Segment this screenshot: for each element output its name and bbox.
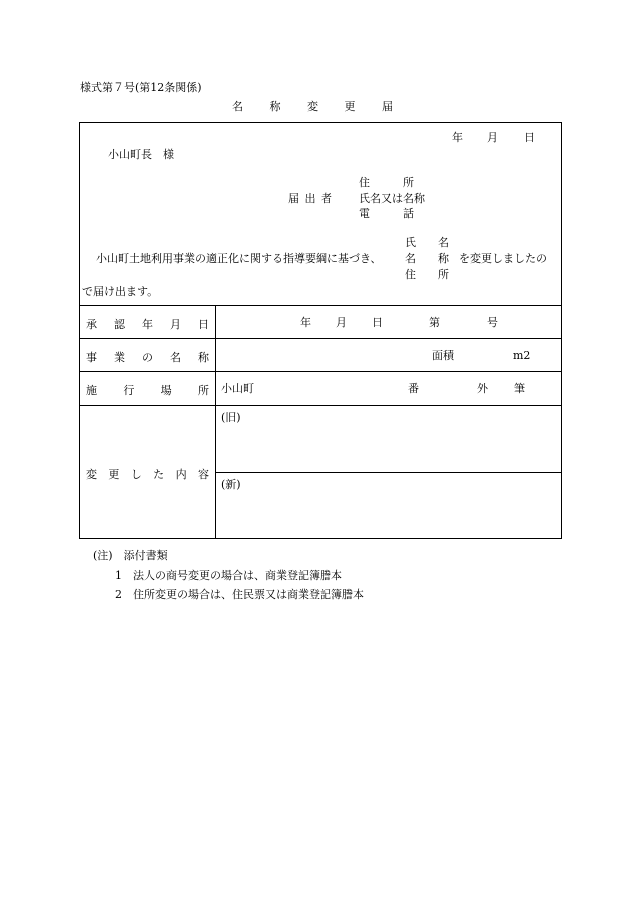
title-char: 更	[344, 100, 356, 113]
approval-day: 日	[372, 316, 383, 329]
title-char: 届	[382, 100, 393, 113]
table-divider	[215, 472, 562, 473]
phone-label: 電 話	[359, 207, 414, 220]
table-divider	[79, 305, 562, 306]
note-item: 2 住所変更の場合は、住民票又は商業登記簿謄本	[115, 588, 364, 601]
option-address: 住 所	[405, 268, 449, 281]
addressee: 小山町長 様	[108, 148, 174, 161]
date-year: 年	[452, 131, 463, 144]
notes-heading: (注) 添付書類	[93, 549, 168, 562]
option-name: 氏 名	[405, 236, 449, 249]
table-column-divider	[215, 305, 216, 539]
applicant-label: 届 出 者	[288, 192, 333, 205]
table-divider	[79, 371, 562, 372]
table-divider	[79, 338, 562, 339]
approval-no-suffix: 号	[487, 316, 498, 329]
name-label: 氏名又は名称	[359, 192, 425, 205]
row-label-project-name: 事 業 の 名 称	[86, 351, 209, 364]
table-divider	[79, 405, 562, 406]
body-text: 小山町土地利用事業の適正化に関する指導要綱に基づき、	[96, 252, 382, 265]
title-char: 称	[269, 100, 281, 113]
old-label: (旧)	[221, 411, 241, 424]
row-label-approval-date: 承 認 年 月 日	[86, 318, 209, 331]
form-number: 様式第７号(第12条関係)	[80, 81, 202, 94]
area-label: 面積	[432, 349, 454, 362]
approval-no-prefix: 第	[429, 316, 440, 329]
title-char: 変	[307, 100, 318, 113]
new-label: (新)	[221, 478, 241, 491]
body-suffix: を変更しましたの	[459, 252, 547, 265]
approval-month: 月	[336, 316, 347, 329]
location-hitsu: 筆	[514, 382, 525, 395]
location-ban: 番	[408, 382, 419, 395]
area-unit: m2	[513, 349, 531, 362]
form-title	[232, 100, 393, 113]
row-label-location: 施 行 場 所	[86, 384, 209, 397]
body-text-line2: で届け出ます。	[82, 285, 159, 298]
title-char: 名	[232, 100, 243, 113]
date-month: 月	[487, 131, 498, 144]
note-item: 1 法人の商号変更の場合は、商業登記簿謄本	[115, 569, 342, 582]
location-town: 小山町	[221, 382, 254, 395]
option-title: 名 称	[405, 252, 449, 265]
row-label-changes: 変 更 し た 内 容	[86, 468, 209, 481]
approval-year: 年	[300, 316, 311, 329]
location-gai: 外	[477, 382, 488, 395]
date-day: 日	[524, 131, 535, 144]
address-label: 住 所	[359, 176, 414, 189]
